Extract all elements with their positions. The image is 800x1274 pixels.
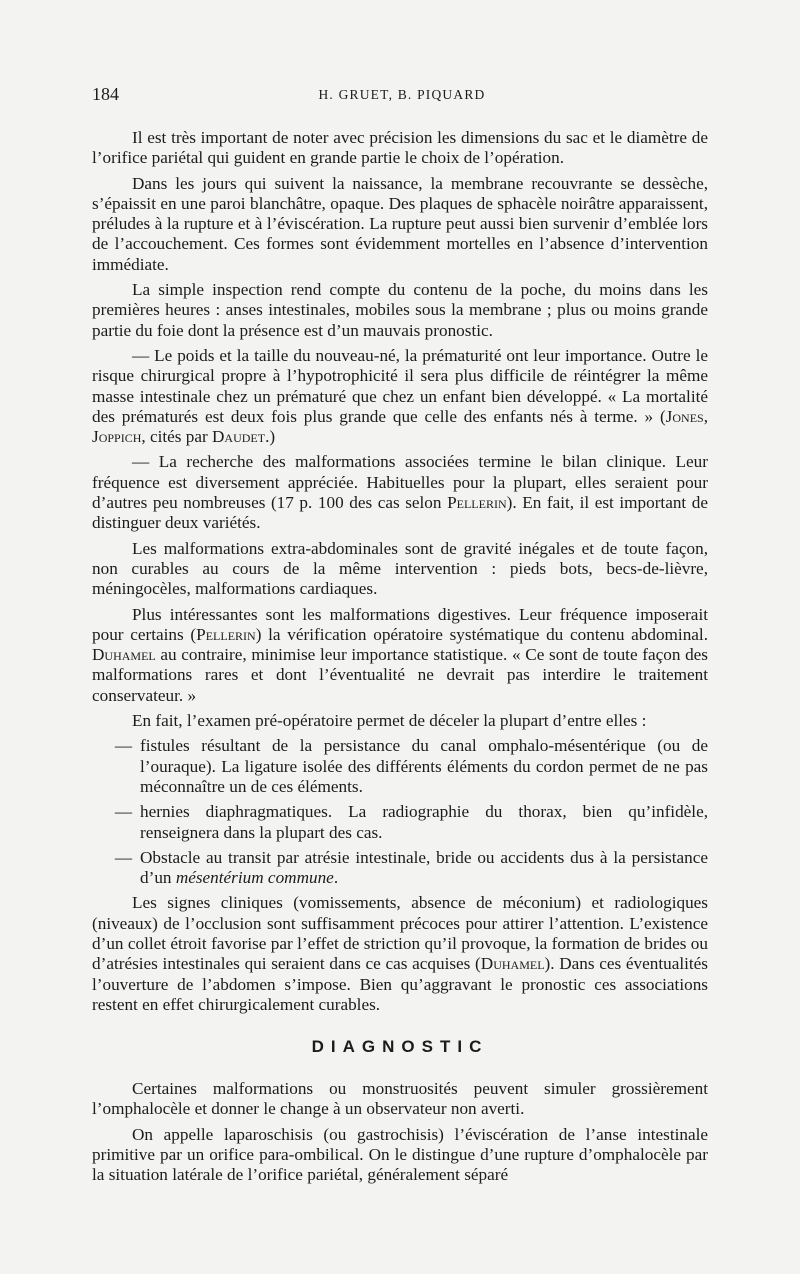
list-dash: —	[114, 847, 132, 867]
page-header	[92, 84, 712, 108]
list-dash: —	[114, 802, 132, 822]
paragraph-extra-abdominal: Les malformations extra-abdominales sont de gravité inégales et de toute façon, non curables au cours de la même intervention : pieds bots, becs-de-lièvre, méningocèles, malformations cardiaques.	[92, 538, 708, 599]
paragraph-inspection: La simple inspection rend compte du contenu de la poche, du moins dans les premières heures : anses intestinales, mobiles sous la membrane ; plus ou moins grande partie du foie dont la présence est d’un mauvais pronostic.	[92, 280, 708, 340]
paragraph-digestive: Plus intéressantes sont les malformations digestives. Leur fréquence imposerait pour certains (Pellerin) la vérification opératoire systématique du contenu abdominal. Duhamel au contraire, minimise leur importance statistique. « Ce sont de toute façon des malformations rares et dont l’éventualité ne devrait pas interdire le traitement conservateur. »	[92, 604, 708, 705]
author-duhamel: Duhamel	[92, 645, 156, 665]
paragraph-weight-size: — Le poids et la taille du nouveau-né, la prématurité ont leur importance. Outre le risque chirurgical propre à l’hypotrophicité il sera plus difficile de réintégrer la même masse intestinale chez un prématuré que chez un enfant bien développé. « La mortalité des prématurés est deux fois plus grande que celle des enfants nés à terme. » (Jones, Joppich, cités par Daudet.)	[92, 345, 708, 447]
paragraph-preoperative: En fait, l’examen pré-opératoire permet de déceler la plupart d’entre elles :	[132, 711, 647, 731]
page-number: 184	[92, 84, 119, 104]
list-item: — Obstacle au transit par atrésie intestinale, bride ou accidents dus à la persistance d’un mésentérium commune.	[92, 848, 708, 889]
paragraph-malformations: — La recherche des malformations associées termine le bilan clinique. Leur fréquence est diversement appréciée. Habituelles pour la plupart, elles seraient pour d’autres peu nombreuses (17 p. 100 des cas selon Pellerin). En fait, il est important de distinguer deux variétés.	[92, 452, 708, 533]
author-jones: Jones	[665, 406, 704, 426]
list-dash: —	[114, 736, 132, 756]
list-item: — fistules résultant de la persistance du canal omphalo-mésentérique (ou de l’ouraque). La ligature isolée des différents éléments du cordon permet de ne pas méconnaître un de ces éléments.	[92, 736, 708, 797]
author-pellerin: Pellerin	[196, 624, 256, 644]
latin-term: mésentérium commune	[175, 868, 334, 888]
paragraph-clinical-signs: Les signes cliniques (vomissements, absence de méconium) et radiologiques (niveaux) de l’occlusion sont suffisamment précoces pour attirer l’attention. L’existence d’un collet étroit favorise par l’effet de striction qu’il provoque, la formation de brides ou d’atrésies intestinales qui seraient dans ce cas acquises (Duhamel). Dans ces éventualités l’ouverture de l’abdomen s’impose. Bien qu’aggravant le pronostic ces associations restent en effet chirurgicalement curables.	[92, 893, 708, 1014]
body-text	[92, 128, 708, 1191]
author-joppich: Joppich	[92, 427, 142, 447]
author-daudet: Daudet	[212, 427, 266, 447]
paragraph-dimensions: Il est très important de noter avec précision les dimensions du sac et le diamètre de l’orifice pariétal qui guident en grande partie le choix de l’opération.	[92, 128, 708, 168]
list-item: — hernies diaphragmatiques. La radiographie du thorax, bien qu’infidèle, renseignera dans la plupart des cas.	[92, 802, 708, 843]
author-duhamel: Duhamel	[480, 954, 545, 974]
paragraph-laparoschisis: On appelle laparoschisis (ou gastrochisis) l’éviscération de l’anse intestinale primitive par un orifice para-ombilical. On le distingue d’une rupture d’omphalocèle par la situation latérale de l’orifice pariétal, généralement séparé	[92, 1124, 708, 1185]
author-pellerin: Pellerin	[447, 493, 507, 513]
section-heading: DIAGNOSTIC	[311, 1037, 489, 1057]
paragraph-diagnostic: Certaines malformations ou monstruosités peuvent simuler grossièrement l’omphalocèle et donner le change à un observateur non averti.	[92, 1079, 708, 1119]
running-head: H. GRUET, B. PIQUARD	[318, 87, 486, 102]
paragraph-membrane: Dans les jours qui suivent la naissance, la membrane recouvrante se dessèche, s’épaissit en une paroi blanchâtre, opaque. Des plaques de sphacèle noirâtre apparaissent, préludes à la rupture et à l’éviscération. La rupture peut aussi bien survenir d’emblée lors de l’accouchement. Ces formes sont évidemment mortelles en l’absence d’intervention immédiate.	[92, 173, 708, 274]
